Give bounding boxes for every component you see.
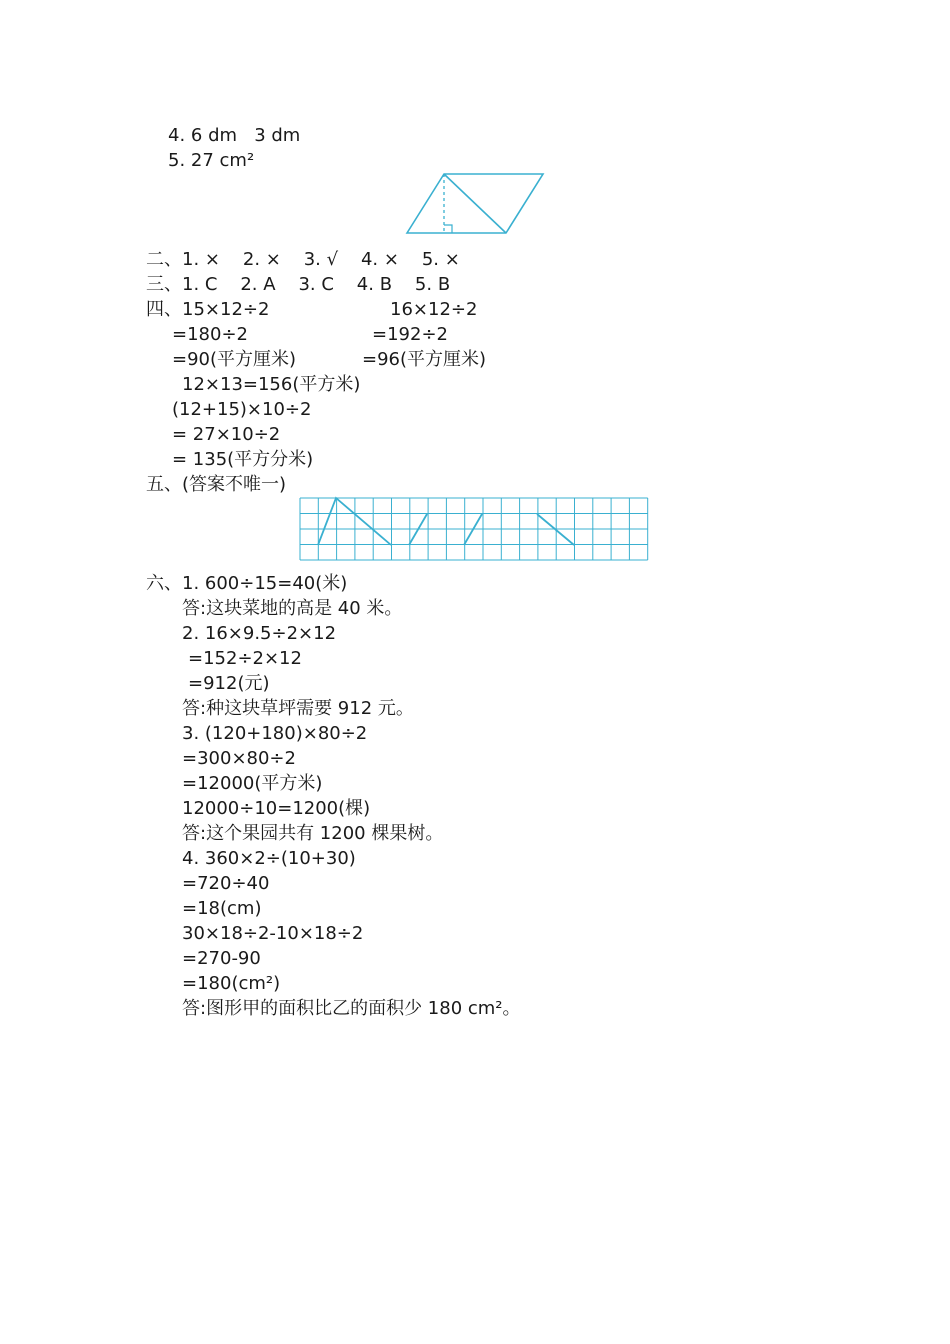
answer-line: =18(cm) (182, 898, 262, 919)
answer-line: 16×12÷2 (390, 299, 478, 320)
answer-line: 五、(答案不唯一) (146, 474, 287, 495)
parallelogram-diagonal (444, 174, 506, 233)
answer-line: =912(元) (188, 673, 270, 694)
grid-figure (299, 496, 652, 564)
answer-line: =192÷2 (372, 324, 448, 345)
answer-line: 答:这个果园共有 1200 棵果树。 (182, 823, 444, 844)
answer-line: = 27×10÷2 (172, 424, 281, 445)
answer-line: 六、1. 600÷15=40(米) (146, 573, 348, 594)
answer-line: (12+15)×10÷2 (172, 399, 312, 420)
answer-line: 2. 16×9.5÷2×12 (182, 623, 337, 644)
answer-line: =90(平方厘米) (172, 349, 297, 370)
answer-line: =12000(平方米) (182, 773, 323, 794)
answer-line: 12×13=156(平方米) (182, 374, 361, 395)
answer-line: 三、1. C 2. A 3. C 4. B 5. B (146, 274, 451, 295)
answer-line: =300×80÷2 (182, 748, 296, 769)
answer-line: =270-90 (182, 948, 261, 969)
answer-line: =180÷2 (172, 324, 248, 345)
answer-line: 5. 27 cm² (168, 150, 255, 171)
parallelogram-figure (400, 168, 550, 240)
answer-line: 12000÷10=1200(棵) (182, 798, 371, 819)
answer-line: 答:这块菜地的高是 40 米。 (182, 598, 403, 619)
answer-line: =96(平方厘米) (362, 349, 487, 370)
right-angle-mark (444, 225, 452, 233)
answer-line: 四、15×12÷2 (146, 299, 270, 320)
answer-line: 30×18÷2-10×18÷2 (182, 923, 364, 944)
answer-line: 答:图形甲的面积比乙的面积少 180 cm²。 (182, 998, 521, 1019)
answer-line: 4. 6 dm 3 dm (168, 125, 301, 146)
answer-line: =720÷40 (182, 873, 270, 894)
answer-line: 4. 360×2÷(10+30) (182, 848, 356, 869)
answer-line: 3. (120+180)×80÷2 (182, 723, 368, 744)
answer-line: 二、1. × 2. × 3. √ 4. × 5. × (146, 249, 460, 270)
answer-line: =180(cm²) (182, 973, 281, 994)
answer-line: 答:种这块草坪需要 912 元。 (182, 698, 414, 719)
answer-line: =152÷2×12 (188, 648, 302, 669)
answer-line: = 135(平方分米) (172, 449, 314, 470)
